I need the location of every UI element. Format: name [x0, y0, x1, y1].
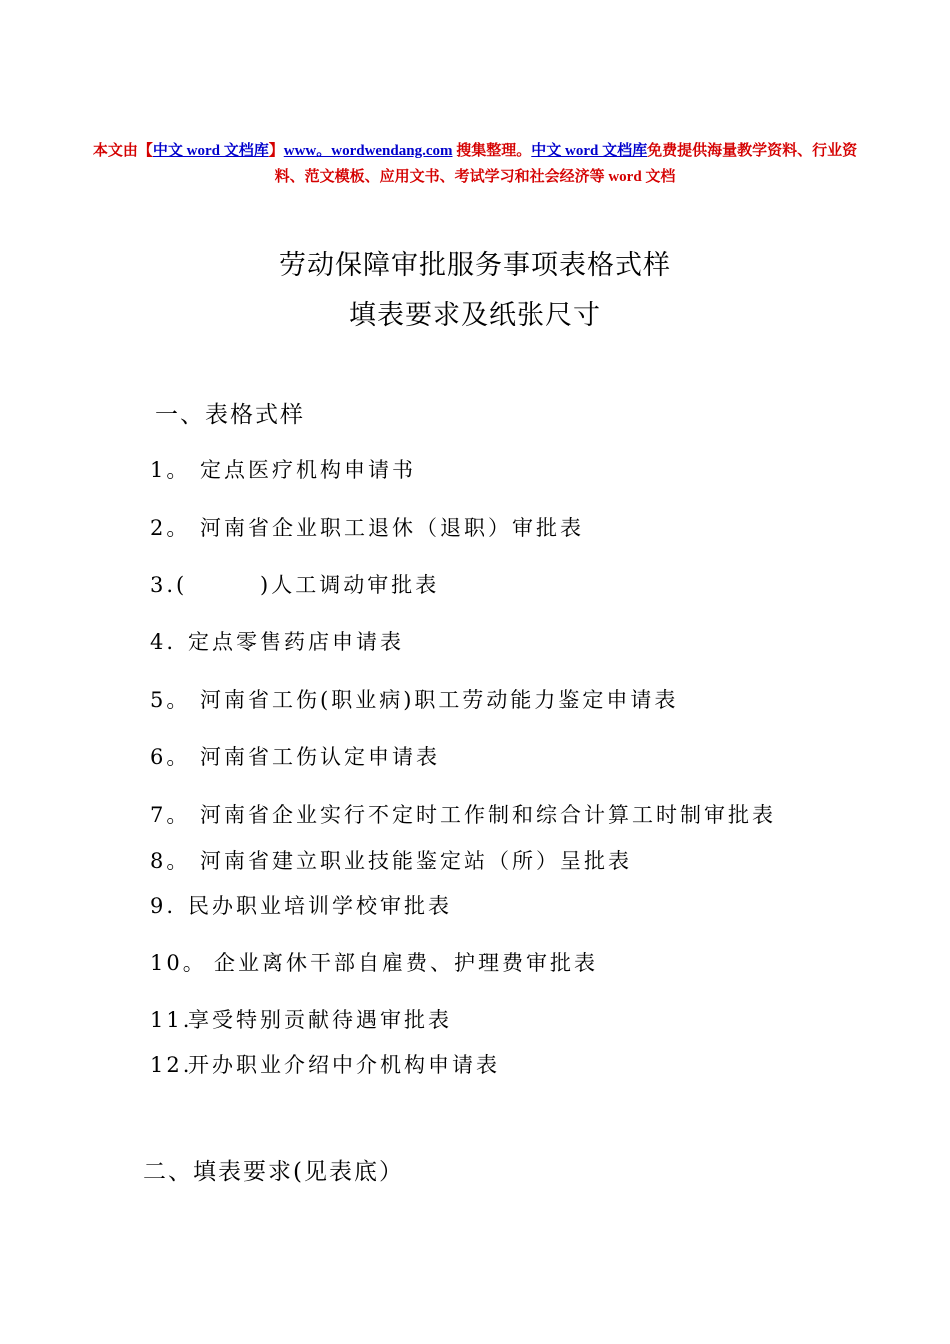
list-item-number: 5。	[150, 688, 191, 712]
list-item-text: )人工调动审批表	[260, 573, 440, 597]
banner-text-2: 】	[268, 143, 284, 159]
list-item	[150, 1049, 500, 1079]
banner-text-1: 本文由【	[92, 143, 153, 159]
list-item	[150, 890, 452, 920]
list-item	[150, 684, 678, 714]
list-item-text: 享受特别贡献待遇审批表	[188, 1008, 452, 1032]
banner-link-website[interactable]: www。wordwendang.com	[283, 143, 453, 159]
section-heading-form-samples: 一、表格式样	[155, 402, 305, 428]
list-item-text: 民办职业培训学校审批表	[188, 894, 452, 918]
document-title-line-2: 填表要求及纸张尺寸	[349, 300, 601, 331]
list-item	[150, 1004, 452, 1034]
list-item	[150, 947, 598, 977]
list-item	[150, 845, 632, 875]
list-item-number: 4.	[150, 630, 177, 654]
list-item-number: 12.	[150, 1053, 193, 1077]
list-item-number: 8。	[150, 849, 191, 873]
list-item	[150, 626, 404, 656]
header-banner	[78, 138, 872, 190]
section-heading-fill-requirements: 二、填表要求(见表底）	[143, 1159, 404, 1185]
list-item-number: 11.	[150, 1008, 193, 1032]
list-item-text: 企业离休干部自雇费、护理费审批表	[214, 951, 598, 975]
list-item-number: 1。	[150, 458, 191, 482]
banner-text-4: 免费提供海量教学资料、行业资料、范文模板、应用文书、考试学习和社会经济等 word 文档	[274, 143, 858, 185]
list-item-number: 9.	[150, 894, 177, 918]
banner-text-3: 搜集整理。	[452, 143, 532, 159]
banner-link-library[interactable]: 中文 word 文档库	[152, 143, 269, 159]
list-item-text: 河南省工伤(职业病)职工劳动能力鉴定申请表	[200, 688, 679, 712]
list-item-number: 2。	[150, 516, 191, 540]
list-item-number: 6。	[150, 745, 191, 769]
list-item-text: 开办职业介绍中介机构申请表	[188, 1053, 500, 1077]
list-item-text: 定点医疗机构申请书	[200, 458, 416, 482]
list-item-text: 定点零售药店申请表	[188, 630, 404, 654]
list-item	[150, 569, 439, 599]
list-item	[150, 799, 776, 829]
list-item-text: 河南省企业实行不定时工作制和综合计算工时制审批表	[200, 803, 776, 827]
list-item	[150, 454, 416, 484]
list-item-number: 7。	[150, 803, 191, 827]
list-item-text: 河南省建立职业技能鉴定站（所）呈批表	[200, 849, 632, 873]
document-title-line-1: 劳动保障审批服务事项表格式样	[279, 250, 671, 281]
list-item-text: 河南省工伤认定申请表	[200, 745, 440, 769]
list-item-text: 河南省企业职工退休（退职）审批表	[200, 516, 584, 540]
banner-link-library-2[interactable]: 中文 word 文档库	[531, 143, 648, 159]
list-item-number: 10。	[150, 951, 207, 975]
list-item-number: 3.(	[150, 573, 188, 597]
list-item	[150, 512, 584, 542]
list-item	[150, 741, 440, 771]
